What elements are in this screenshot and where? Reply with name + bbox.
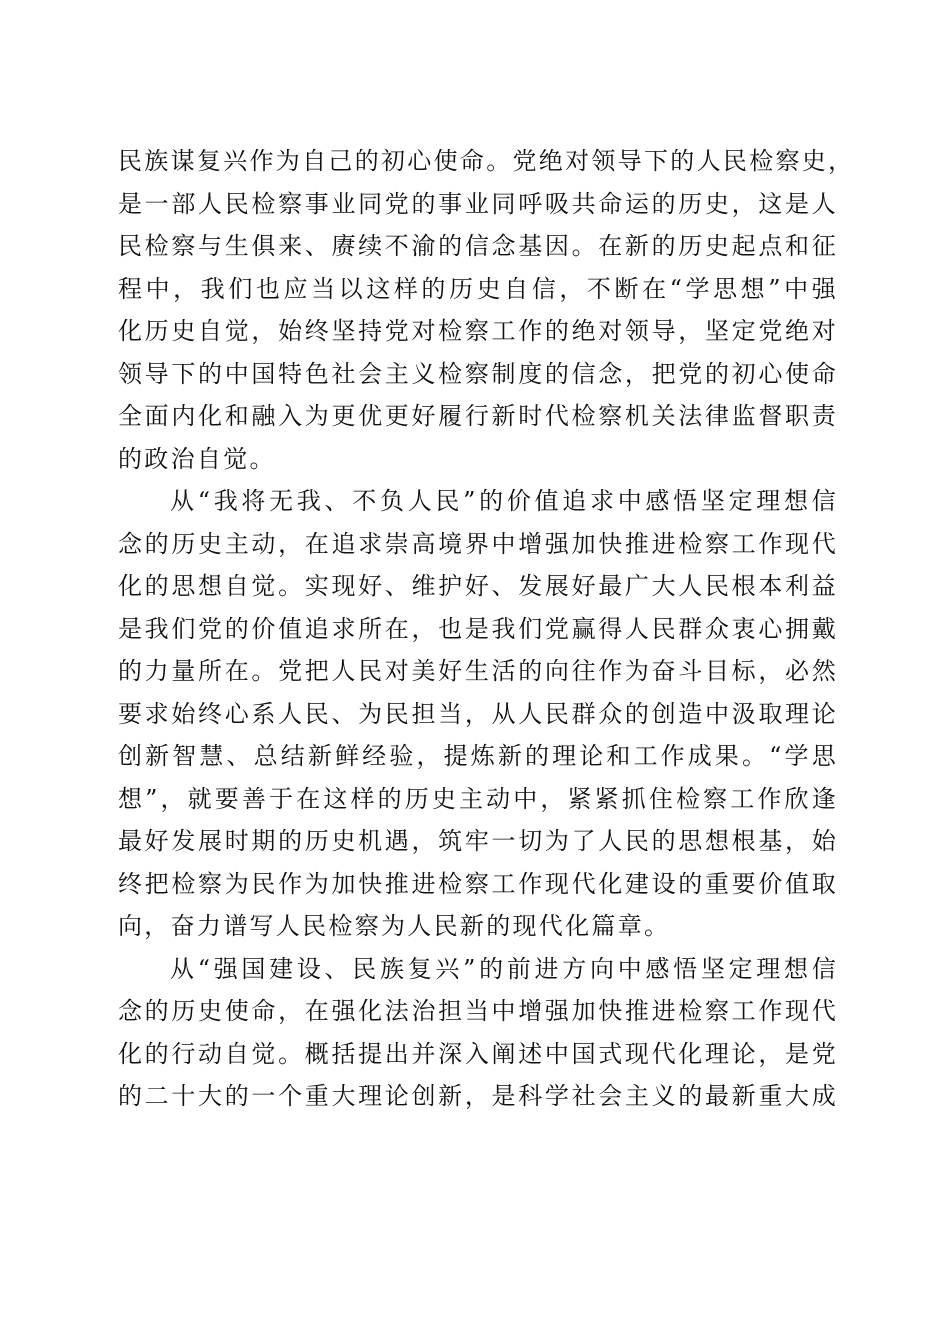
text-line: 全面内化和融入为更优更好履行新时代检察机关法律监督职责	[118, 402, 838, 430]
paragraph-3	[118, 948, 838, 1118]
text-line: 向，奋力谱写人民检察为人民新的现代化篇章。	[118, 912, 671, 940]
text-line: 化历史自觉，始终坚持党对检察工作的绝对领导，坚定党绝对	[118, 317, 838, 345]
text-line: 终把检察为民作为加快推进检察工作现代化建设的重要价值取	[118, 869, 838, 898]
text-line: 领导下的中国特色社会主义检察制度的信念，把党的初心使命	[118, 359, 838, 388]
text-line: 的二十大的一个重大理论创新，是科学社会主义的最新重大成	[118, 1082, 838, 1110]
text-line: 从“强国建设、民族复兴”的前进方向中感悟坚定理想信	[170, 954, 838, 983]
text-line: 民检察与生俱来、赓续不渝的信念基因。在新的历史起点和征	[118, 232, 838, 260]
text-line: 化的思想自觉。实现好、维护好、发展好最广大人民根本利益	[118, 572, 838, 600]
paragraph-2	[118, 480, 838, 948]
text-line: 创新智慧、总结新鲜经验，提炼新的理论和工作成果。“学思	[118, 742, 838, 770]
text-line: 最好发展时期的历史机遇，筑牢一切为了人民的思想根基，始	[118, 827, 838, 855]
text-line: 的力量所在。党把人民对美好生活的向往作为奋斗目标，必然	[118, 657, 838, 685]
text-line: 念的历史主动，在追求崇高境界中增强加快推进检察工作现代	[118, 529, 838, 558]
text-line: 程中，我们也应当以这样的历史自信，不断在“学思想”中强	[118, 274, 838, 303]
text-line: 民族谋复兴作为自己的初心使命。党绝对领导下的人民检察史，	[118, 147, 855, 175]
text-line: 念的历史使命，在强化法治担当中增强加快推进检察工作现代	[118, 997, 838, 1025]
text-line: 要求始终心系人民、为民担当，从人民群众的创造中汲取理论	[118, 699, 838, 728]
text-line: 从“我将无我、不负人民”的价值追求中感悟坚定理想信	[170, 487, 838, 515]
document-body	[118, 140, 855, 1118]
text-line: 想”，就要善于在这样的历史主动中，紧紧抓住检察工作欣逢	[118, 784, 838, 813]
text-line: 是一部人民检察事业同党的事业同呼吸共命运的历史，这是人	[118, 189, 838, 218]
paragraph-1	[118, 140, 855, 480]
text-line: 的政治自觉。	[118, 444, 276, 473]
text-line: 是我们党的价值追求所在，也是我们党赢得人民群众衷心拥戴	[118, 614, 838, 643]
text-line: 化的行动自觉。概括提出并深入阐述中国式现代化理论，是党	[118, 1039, 838, 1068]
